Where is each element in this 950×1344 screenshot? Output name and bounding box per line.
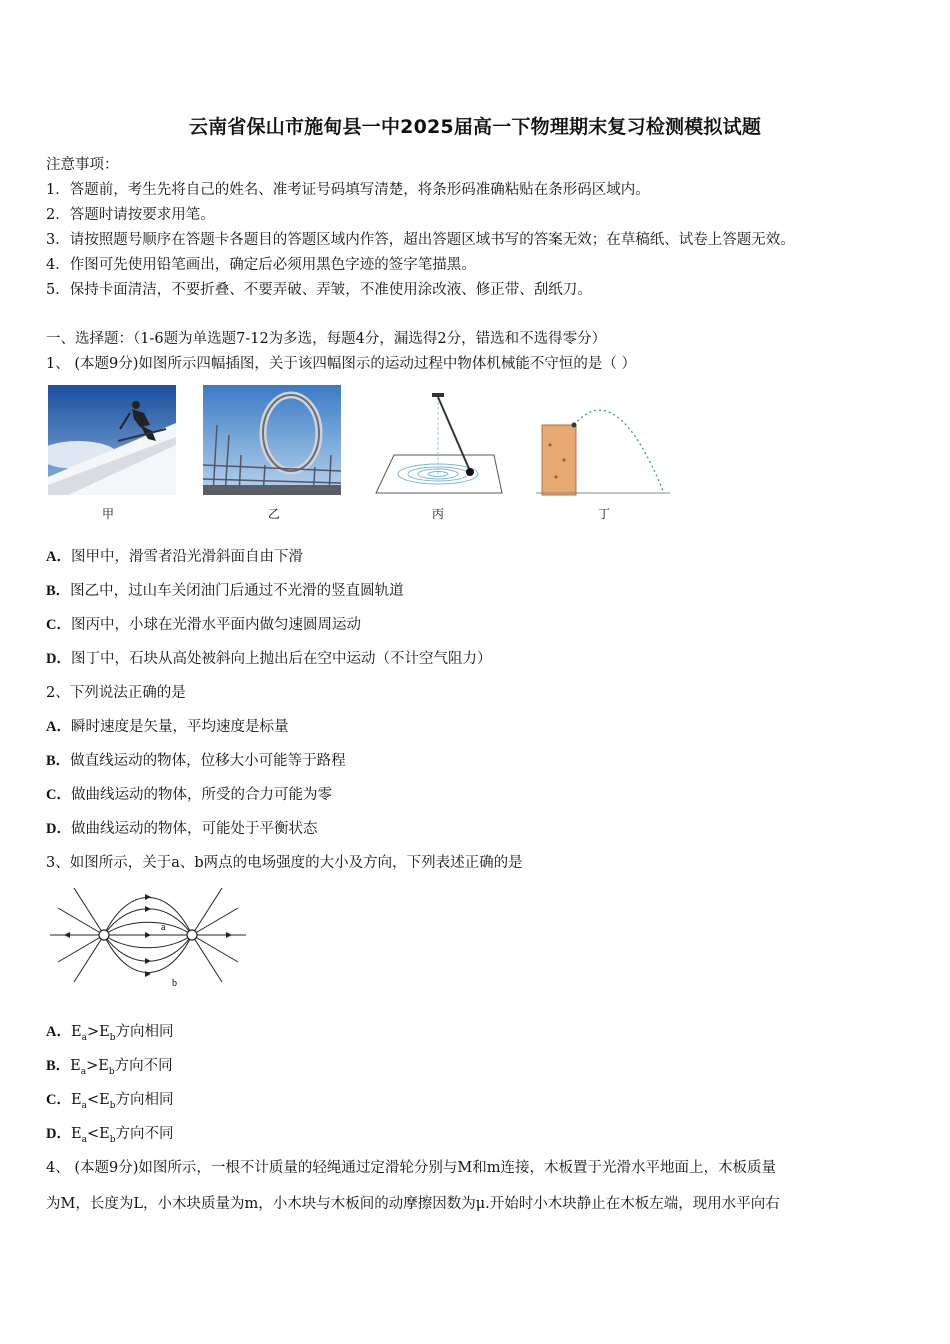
figure-caption: 甲	[102, 507, 115, 521]
relation: >E	[86, 1058, 109, 1074]
notice-item: 1．答题前，考生先将自己的姓名、准考证号码填写清楚，将条形码准确粘贴在条形码区域内。	[46, 182, 650, 198]
symbol-E: E	[70, 1092, 82, 1108]
option-row	[46, 1122, 173, 1145]
option-row	[46, 1054, 173, 1077]
figure-projectile	[536, 385, 670, 497]
question-2-stem: 2、下列说法正确的是	[46, 685, 186, 701]
option-letter: D．	[46, 1126, 71, 1142]
option-letter: D．	[46, 651, 71, 667]
relation: >E	[86, 1024, 110, 1040]
page-title: 云南省保山市施甸县一中2025届高一下物理期末复习检测模拟试题	[188, 116, 762, 138]
relation: <E	[86, 1092, 110, 1108]
option-row	[46, 1088, 173, 1111]
option-row	[46, 579, 404, 600]
option-row	[46, 715, 288, 736]
point-a-label: a	[161, 922, 166, 933]
subscript: b	[108, 1066, 115, 1077]
symbol-E: E	[70, 1058, 81, 1074]
option-row	[46, 817, 317, 838]
option-letter: B．	[46, 753, 71, 769]
relation: <E	[86, 1126, 110, 1142]
notice-item: 5．保持卡面清洁，不要折叠、不要弄破、弄皱，不准使用涂改液、修正带、刮纸刀。	[46, 282, 592, 298]
option-text: 图乙中，过山车关闭油门后通过不光滑的竖直圆轨道	[70, 583, 404, 599]
option-text: 瞬时速度是矢量，平均速度是标量	[70, 719, 289, 735]
option-text: 方向相同	[115, 1024, 174, 1040]
notice-item: 3．请按照题号顺序在答题卡各题目的答题区域内作答，超出答题区域书写的答案无效；在草稿纸、试卷上答题无效。	[46, 232, 795, 248]
option-row	[46, 647, 491, 668]
figure-conical-pendulum	[372, 385, 504, 497]
option-row	[46, 613, 361, 634]
option-row	[46, 1020, 173, 1043]
figure-caption: 丙	[432, 507, 445, 521]
figure-caption: 丁	[598, 507, 611, 521]
option-letter: C．	[46, 617, 71, 633]
point-b-label: b	[172, 978, 177, 989]
notice-item: 4．作图可先使用铅笔画出，确定后必须用黑色字迹的签字笔描黑。	[46, 257, 476, 273]
figure-caption: 乙	[268, 507, 281, 521]
figure-skier	[48, 385, 176, 495]
option-text: 方向不同	[115, 1126, 174, 1142]
option-row	[46, 545, 303, 566]
option-text: 方向相同	[115, 1092, 174, 1108]
notice-heading: 注意事项：	[46, 157, 119, 173]
option-letter: C．	[46, 1092, 71, 1108]
subscript: a	[81, 1100, 87, 1111]
subscript: a	[81, 1134, 87, 1145]
option-row	[46, 749, 346, 770]
option-text: 做曲线运动的物体，所受的合力可能为零	[70, 787, 332, 803]
symbol-E: E	[70, 1126, 82, 1142]
option-text: 图丙中，小球在光滑水平面内做匀速圆周运动	[70, 617, 361, 633]
option-text: 做曲线运动的物体，可能处于平衡状态	[70, 821, 318, 837]
subscript: a	[80, 1066, 87, 1077]
section-heading: 一、选择题：（1-6题为单选题7-12为多选，每题4分，漏选得2分，错选和不选得零分）	[46, 331, 607, 347]
option-letter: A．	[46, 1024, 71, 1040]
option-letter: C．	[46, 787, 71, 803]
option-text: 图丁中，石块从高处被斜向上抛出后在空中运动（不计空气阻力）	[70, 651, 492, 667]
option-text: 方向不同	[114, 1058, 173, 1074]
option-letter: B．	[46, 583, 71, 599]
question-4-line: 为M，长度为L，小木块质量为m，小木块与木板间的动摩擦因数为μ.开始时小木块静止在木板左端，现用水平向右	[46, 1196, 780, 1212]
option-text: 图甲中，滑雪者沿光滑斜面自由下滑	[70, 549, 303, 565]
option-letter: A．	[46, 719, 71, 735]
option-row	[46, 783, 332, 804]
question-4-line: 4、 (本题9分)如图所示，一根不计质量的轻绳通过定滑轮分别与M和m连接，木板置于光滑水平地面上，木板质量	[46, 1160, 776, 1176]
option-text: 做直线运动的物体，位移大小可能等于路程	[70, 753, 346, 769]
subscript: b	[109, 1032, 116, 1043]
subscript: b	[109, 1100, 116, 1111]
subscript: a	[81, 1032, 87, 1043]
notice-item: 2．答题时请按要求用笔。	[46, 207, 215, 223]
subscript: b	[109, 1134, 116, 1145]
question-1-stem: 1、 (本题9分)如图所示四幅插图，关于该四幅图示的运动过程中物体机械能不守恒的是（ ）	[46, 356, 636, 372]
figure-electric-field	[48, 880, 248, 990]
figure-roller-coaster	[203, 385, 341, 495]
option-letter: D．	[46, 821, 71, 837]
question-3-stem: 3、如图所示，关于a、b两点的电场强度的大小及方向，下列表述正确的是	[46, 855, 523, 871]
option-letter: A．	[46, 549, 71, 565]
symbol-E: E	[70, 1024, 82, 1040]
option-letter: B．	[46, 1058, 71, 1074]
